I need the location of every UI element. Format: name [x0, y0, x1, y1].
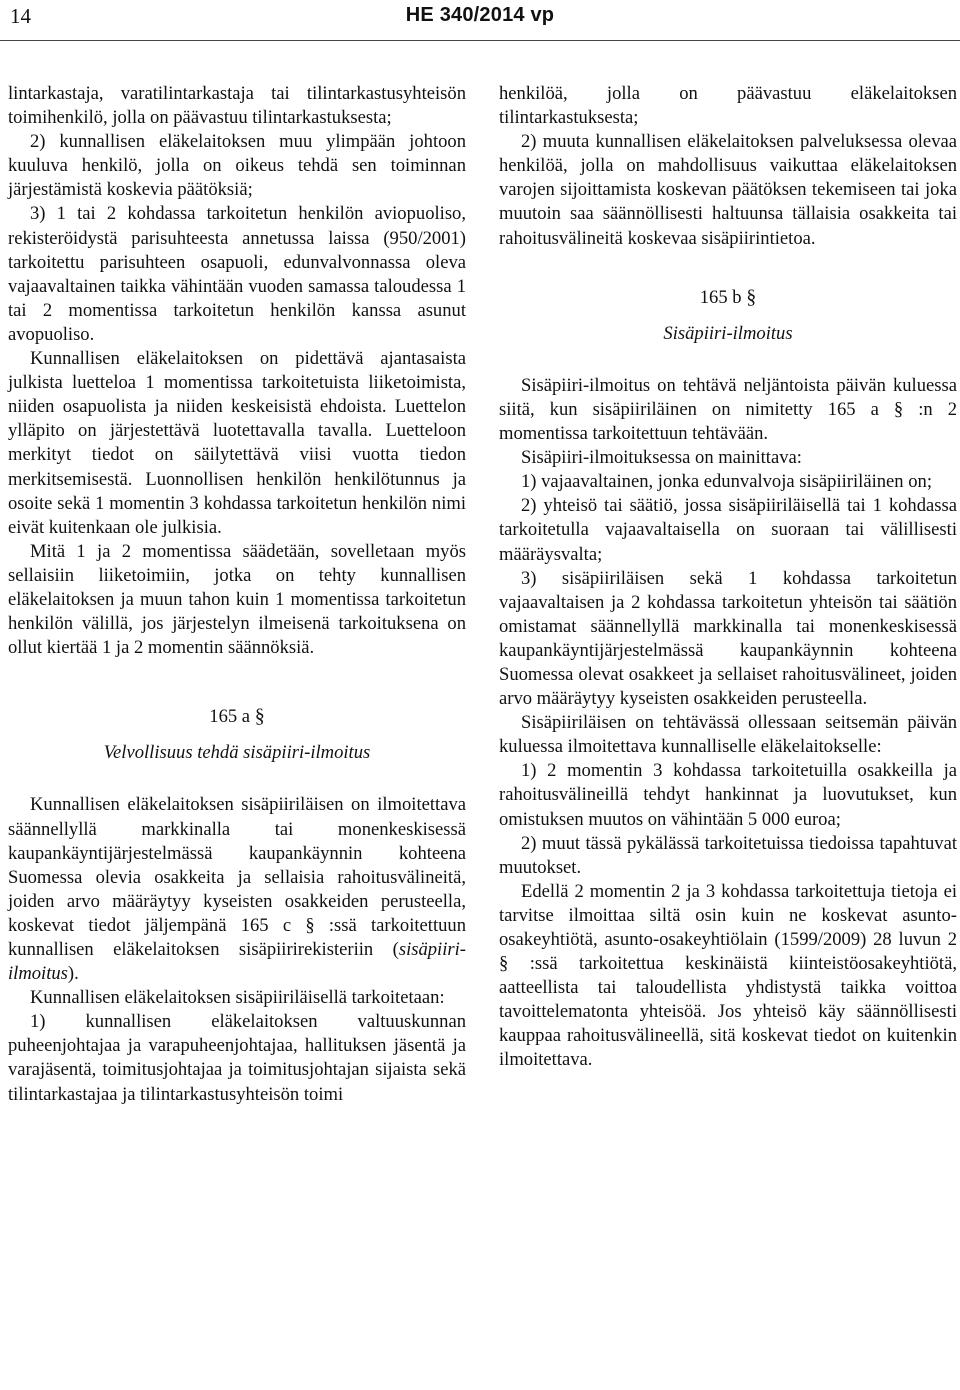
list-item: 1) 2 momentin 3 kohdassa tarkoitetuilla osakkeilla ja rahoitusvälineillä tehdyt hankinnat ja luovutukset, kun omistuksen muutos on vähintään 5 000 euroa;: [499, 760, 957, 830]
page-number: 14: [10, 4, 31, 28]
defined-term: sisäpiiri-ilmoitus: [8, 939, 466, 985]
paragraph: Kunnallisen eläkelaitoksen on pidettävä ajantasaista julkista luetteloa 1 momentissa tarkoitetuista liiketoimista, niiden osapuolista ja niiden keskeisistä ehdoista. Luettelon ylläpito on järjestettävä luotettavalla tavalla. Luetteloon merkityt tiedot on säilytettävä viisi vuotta tiedon merkitsemisestä. Luonnollisen henkilön henkilötunnus ja osoite sekä 1 momentin 3 kohdassa tarkoitetun henkilön nimi eivät kuitenkaan ole julkisia.: [8, 348, 466, 538]
list-item: 3) 1 tai 2 kohdassa tarkoitetun henkilön aviopuoliso, rekisteröidystä parisuhteesta annetussa laissa (950/2001) tarkoitettu parisuhteen osapuoli, edunvalvonnassa oleva vajaavaltainen taikka vähintään vuoden samassa taloudessa 1 tai 2 momentissa tarkoitetun henkilön kanssa asunut avopuoliso.: [8, 203, 466, 345]
header-rule: [0, 40, 960, 41]
right-column: [499, 82, 957, 1073]
section-heading: [8, 704, 466, 729]
paragraph: lintarkastaja, varatilintarkastaja tai tilintarkastusyhteisön toimihenkilö, jolla on päävastuu tilintarkastuksesta;: [8, 83, 466, 129]
paragraph: [8, 793, 466, 986]
list-item: 2) kunnallisen eläkelaitoksen muu ylimpään johtoon kuuluva henkilö, jolla on oikeus tehdä sen toiminnan järjestämistä koskevia päätöksiä;: [8, 131, 466, 201]
section-title: Sisäpiiri-ilmoitus: [663, 322, 793, 344]
list-item: 1) kunnallisen eläkelaitoksen valtuuskunnan puheenjohtajaa ja varapuheenjohtajaa, hallituksen jäsentä ja varajäsentä, toimitusjohtajaa ja toimitusjohtajan sijaista sekä tilintarkastajaa ja tilintarkastusyhteisön toimi: [8, 1011, 466, 1105]
section-title: Velvollisuus tehdä sisäpiiri-ilmoitus: [103, 742, 371, 764]
paragraph: henkilöä, jolla on päävastuu eläkelaitoksen tilintarkastuksesta;: [499, 83, 957, 129]
list-item: 2) muuta kunnallisen eläkelaitoksen palveluksessa olevaa henkilöä, jolla on mahdollisuus vaikuttaa eläkelaitoksen varojen sijoittamista koskevan päätöksen tekemiseen tai joka muutoin saa säännöllisesti haltuunsa tällaisia osakkeita tai rahoitusvälineitä koskevaa sisäpiirintietoa.: [499, 131, 957, 249]
paragraph-text: Kunnallisen eläkelaitoksen sisäpiiriläisen on ilmoitettava säännellyllä markkinalla tai monenkeskisessä kaupankäyntijärjestelmässä kaupankäynnin kohteena Suomessa olevia osakkeita ja sellaisia rahoitusvälineitä, joiden arvo määräytyy kyseisten osakkeiden perusteella, koskevat tiedot jäljempänä 165 c § :ssä tarkoitettuun kunnallisen eläkelaitoksen sisäpiirirekisteriin (: [8, 794, 466, 960]
list-item: 2) yhteisö tai säätiö, jossa sisäpiiriläisellä tai 1 kohdassa tarkoitetulla vajaavaltaisella on suoraan tai välillisesti määräysvalta;: [499, 495, 957, 565]
section-number: 165 b: [699, 286, 742, 308]
paragraph: Sisäpiiriläisen on tehtävässä ollessaan seitsemän päivän kuluessa ilmoitettava kunnalliselle eläkelaitokselle:: [499, 712, 957, 758]
paragraph: Sisäpiiri-ilmoitus on tehtävä neljäntoista päivän kuluessa siitä, kun sisäpiiriläinen on nimitetty 165 a § :n 2 momentissa tarkoitettuun tehtävään.: [499, 374, 957, 445]
section-sign: §: [254, 705, 265, 728]
list-item: 1) vajaavaltainen, jonka edunvalvoja sisäpiiriläinen on;: [521, 471, 932, 493]
list-item: 3) sisäpiiriläisen sekä 1 kohdassa tarkoitetun vajaavaltaisen ja 2 kohdassa tarkoitetun yhteisön tai säätiön omistamat säännellyllä markkinalla tai monenkeskisessä kaupankäyntijärjestelmässä kaupankäynnin kohteena Suomessa olevat osakkeet ja sellaiset rahoitusvälineet, joiden arvo määräytyy kyseisten osakkeiden perusteella.: [499, 567, 957, 710]
paragraph: Kunnallisen eläkelaitoksen sisäpiiriläisellä tarkoitetaan:: [30, 987, 445, 1009]
document-id: HE 340/2014 vp: [405, 4, 555, 26]
paragraph-text-end: ).: [67, 963, 79, 985]
page-header: [0, 0, 960, 40]
paragraph: Mitä 1 ja 2 momentissa säädetään, sovelletaan myös sellaisiin liiketoimiin, jotka on tehty kunnallisen eläkelaitoksen ja muun tahon kuin 1 momentissa tarkoitetun henkilön välillä, jos järjestelyn ilmeisenä tarkoituksena on ollut kiertää 1 ja 2 momentin säännöksiä.: [8, 540, 466, 659]
paragraph: Sisäpiiri-ilmoituksessa on mainittava:: [521, 447, 802, 469]
left-column: [8, 82, 466, 1107]
section-sign: §: [746, 285, 757, 308]
paragraph: Edellä 2 momentin 2 ja 3 kohdassa tarkoitettuja tietoja ei tarvitse ilmoittaa siltä osin kuin ne koskevat asunto-osakeyhtiötä, asunto-osakeyhtiölain (1599/2009) 28 luvun 2 § :ssä tarkoitettua keskinäistä kiinteistöosakeyhtiötä, aatteellista tai taloudellista yhdistystä taikka voittoa tavoittelematonta yhteisöä. Jos yhteisö käy säännöllisesti kauppaa rahoitusvälineellä, sitä koskevat tiedot on kuitenkin ilmoitettava.: [499, 880, 957, 1071]
list-item: 2) muut tässä pykälässä tarkoitetuissa tiedoissa tapahtuvat muutokset.: [499, 832, 957, 878]
section-number: 165 a: [209, 706, 251, 728]
section-heading: [499, 285, 957, 310]
